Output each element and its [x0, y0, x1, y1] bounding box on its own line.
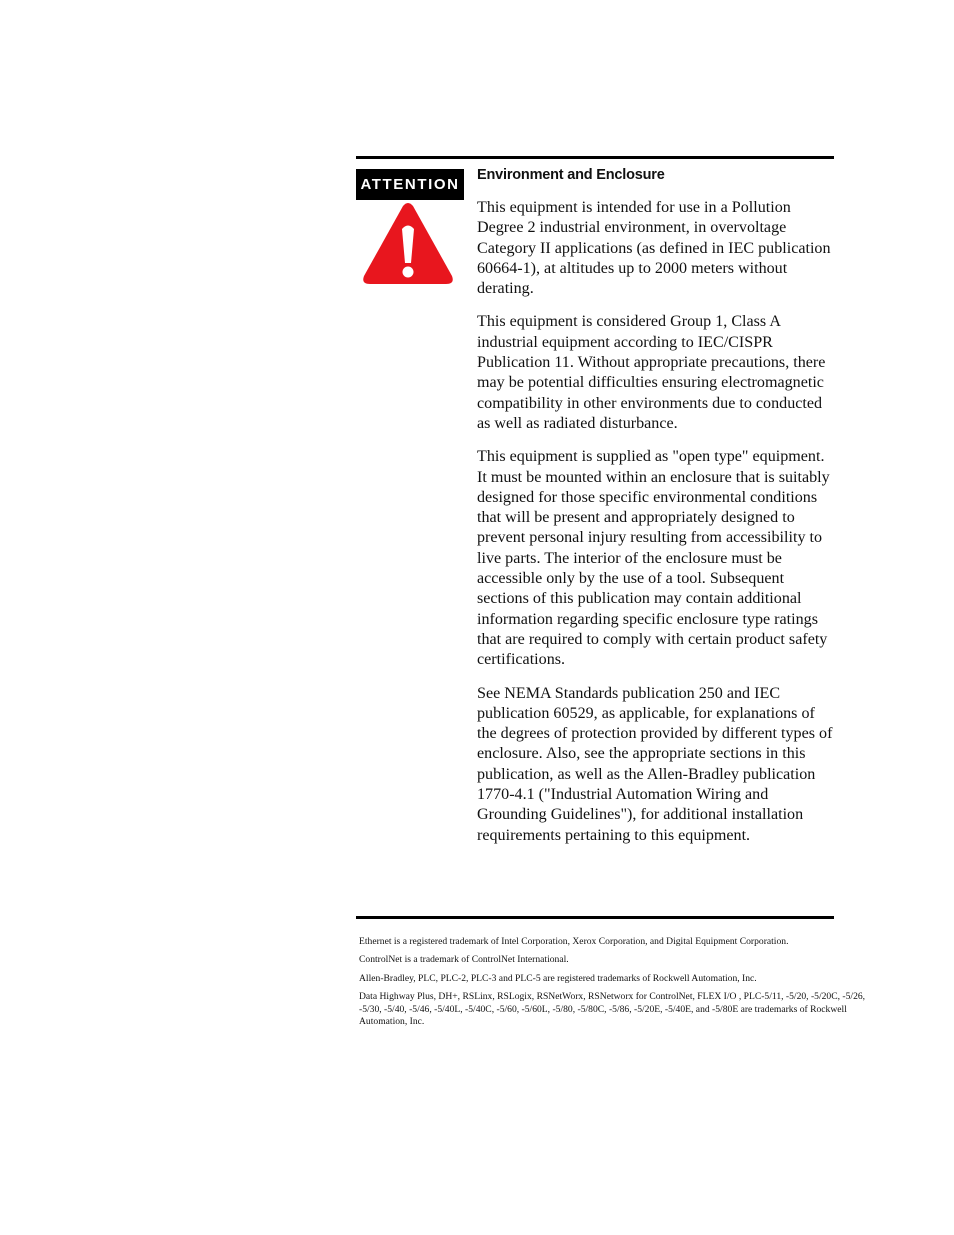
- bottom-rule: [356, 916, 834, 919]
- attention-badge: ATTENTION: [356, 169, 464, 200]
- top-rule: [356, 156, 834, 159]
- footnote-rockwell-trademarks: Data Highway Plus, DH+, RSLinx, RSLogix, RSNetWorx, RSNetworx for ControlNet, FLEX I/O , PLC-5/11, -5/20, -5/20C, -5/26, -5/30, -5/40, -5/46, -5/40L, -5/40C, -5/60, -5/60L, -5/80, -5/80C, -5/86, -5/20E, -5/40E, and -5/80E are trademarks of Rockwell Automation, Inc.: [359, 991, 866, 1028]
- attention-content: [477, 166, 837, 859]
- section-title: Environment and Enclosure: [477, 167, 665, 183]
- footnote-ethernet: Ethernet is a registered trademark of Intel Corporation, Xerox Corporation, and Digital Equipment Corporation.: [359, 936, 789, 947]
- paragraph-pollution-degree: This equipment is intended for use in a Pollution Degree 2 industrial environment, in overvoltage Category II applications (as defined in IEC publication 60664-1), at altitudes up to 2000 meters without derating.: [477, 199, 831, 298]
- paragraph-emc-class: This equipment is considered Group 1, Class A industrial equipment according to IEC/CISPR Publication 11. Without appropriate precautions, there may be potential difficulties ensuring electromagnetic compatibility in other environments due to conducted as well as radiated disturbance.: [477, 313, 826, 432]
- paragraph-open-type-enclosure: This equipment is supplied as "open type" equipment. It must be mounted within an enclosure that is suitably designed for those specific environmental conditions that will be present and appropriately designed to prevent personal injury resulting from accessibility to live parts. The interior of the enclosure must be accessible only by the use of a tool. Subsequent sections of this publication may contain additional information regarding specific enclosure type ratings that are required to comply with certain product safety certifications.: [477, 448, 830, 669]
- trademark-footnotes: [359, 936, 874, 1034]
- footnote-allen-bradley: Allen-Bradley, PLC, PLC-2, PLC-3 and PLC-5 are registered trademarks of Rockwell Automation, Inc.: [359, 972, 757, 984]
- exclamation-dot: [403, 267, 414, 278]
- warning-triangle-icon: [362, 202, 454, 285]
- footnote-controlnet: ControlNet is a trademark of ControlNet International.: [359, 954, 569, 966]
- paragraph-nema-standards: See NEMA Standards publication 250 and IEC publication 60529, as applicable, for explanations of the degrees of protection provided by different types of enclosure. Also, see the appropriate sections in this publication, as well as the Allen-Bradley publication 1770-4.1 ("Industrial Automation Wiring and Grounding Guidelines"), for additional installation requirements pertaining to this equipment.: [477, 684, 833, 844]
